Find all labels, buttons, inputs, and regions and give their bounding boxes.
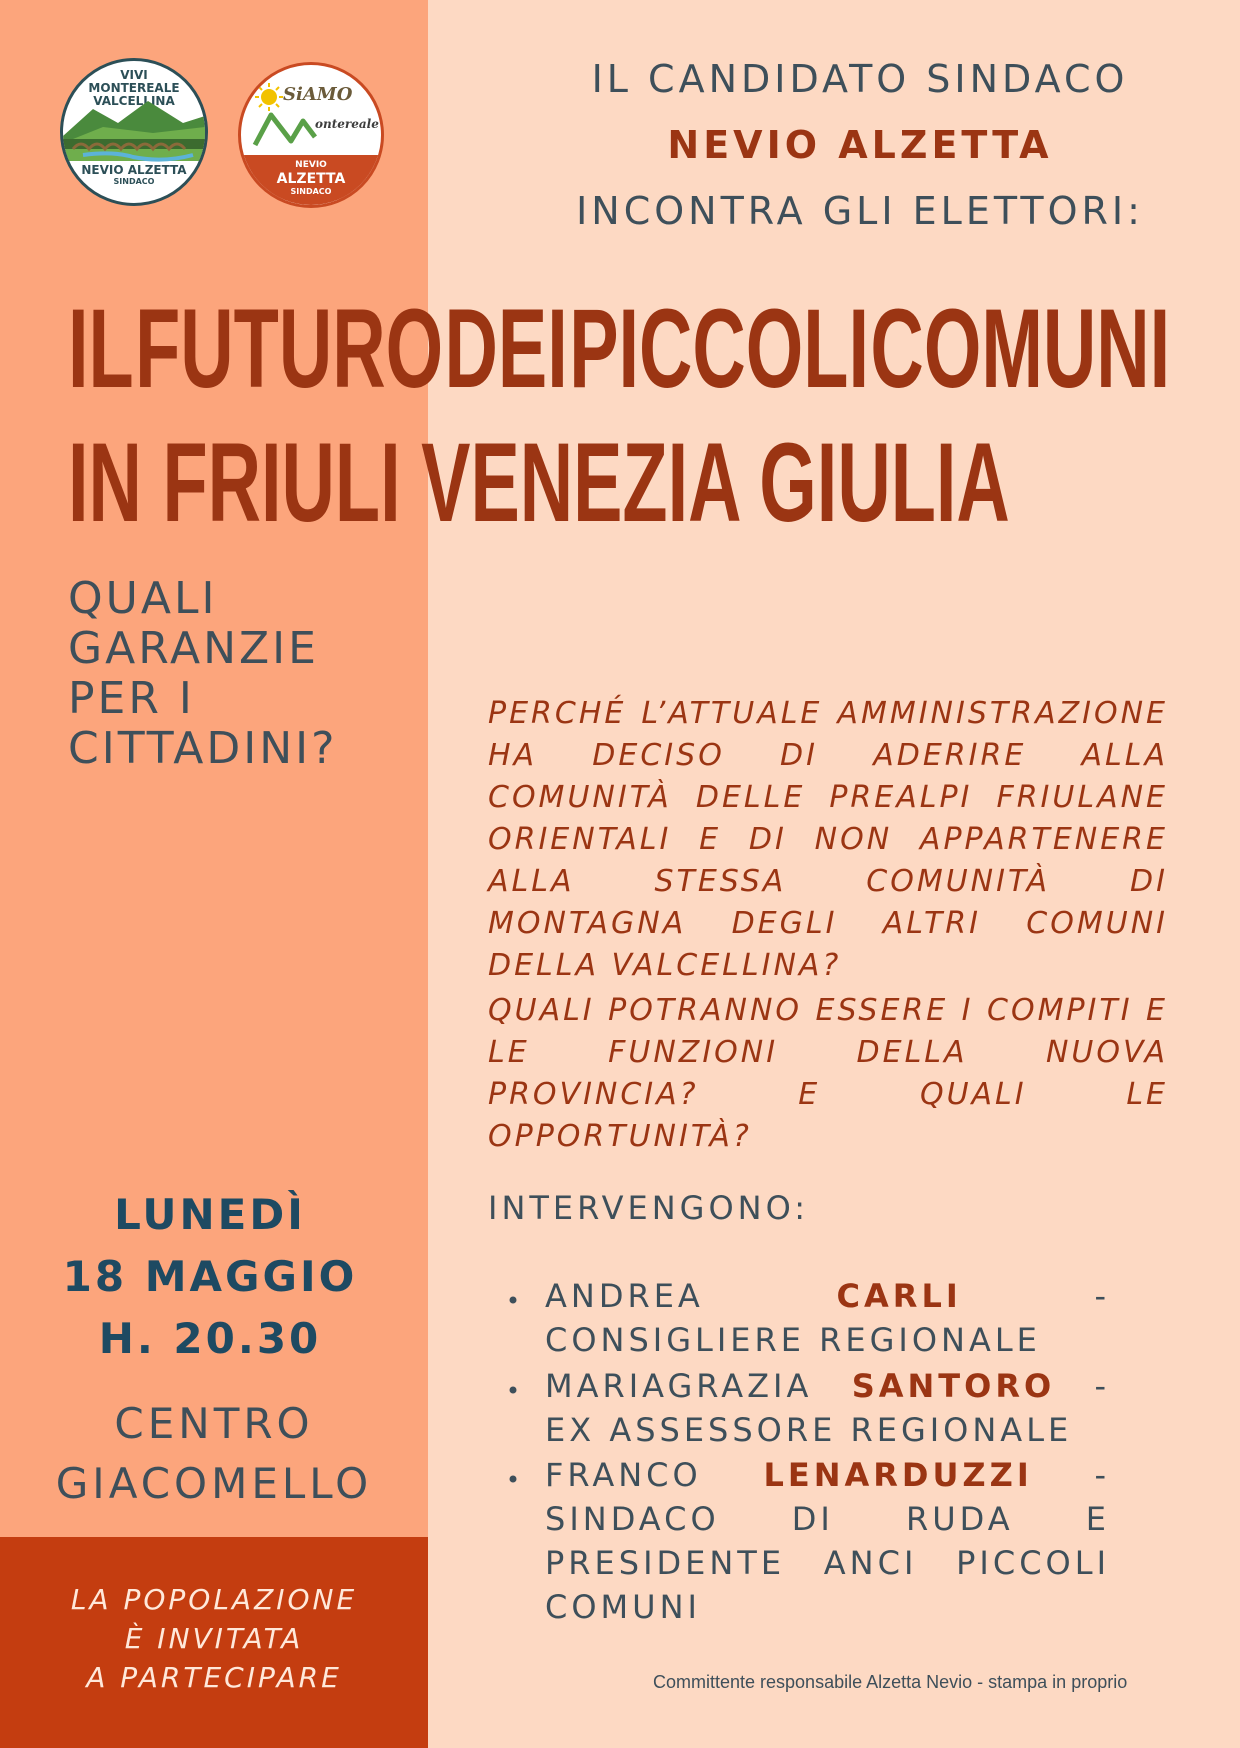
speaker-last-name: SANTORO xyxy=(851,1367,1056,1405)
speaker-item xyxy=(545,1364,1110,1452)
siamo-montereale-logo xyxy=(238,62,384,208)
title-line-1 xyxy=(68,286,1170,412)
committente-credit: Committente responsabile Alzetta Nevio - stampa in proprio xyxy=(653,1672,1128,1692)
vivi-montereale-logo xyxy=(60,58,208,206)
title-word: COMUNI xyxy=(870,286,1171,411)
question-line: QUALI xyxy=(68,573,218,624)
speaker-item xyxy=(545,1274,1110,1362)
logo-candidate-name: NEVIO ALZETTA xyxy=(81,163,187,177)
bullet-icon xyxy=(510,1387,517,1394)
sun-mountain-icon xyxy=(241,65,381,165)
event-day: LUNEDÌ xyxy=(114,1190,306,1239)
logo-town: ontereale xyxy=(315,117,379,131)
body-paragraph-1: PERCHÉ L’ATTUALE AMMINISTRAZIONE HA DECISO DI ADERIRE ALLA COMUNITÀ DELLE PREALPI FRIULANE ORIENTALI E DI NON APPARTENERE ALLA STESSA COMUNITÀ DI MONTAGNA DEGLI ALTRI COMUNI DELLA VALCELLINA? xyxy=(488,696,1168,983)
logo-brand: SiAMO xyxy=(283,84,353,105)
title-word: IL xyxy=(68,286,134,411)
speaker-last-name: CARLI xyxy=(836,1277,962,1315)
logo-top-text: VIVI MONTEREALE VALCELLINA xyxy=(88,68,180,108)
logo-first-name: NEVIO xyxy=(295,160,327,170)
logo-role: SINDACO xyxy=(113,177,155,186)
bullet-icon xyxy=(510,1476,517,1483)
intro-line-1: IL CANDIDATO SINDACO xyxy=(591,57,1129,101)
candidate-name: NEVIO ALZETTA xyxy=(667,123,1053,167)
speaker-first-name: ANDREA xyxy=(545,1277,704,1315)
body-paragraph-2: QUALI POTRANNO ESSERE I COMPITI E LE FUNZIONI DELLA NUOVA PROVINCIA? E QUALI LE OPPORTUNITÀ? xyxy=(488,993,1168,1154)
speaker-first-name: FRANCO xyxy=(545,1456,702,1494)
speaker-role: - EX ASSESSORE REGIONALE xyxy=(545,1367,1111,1449)
speaker-first-name: MARIAGRAZIA xyxy=(545,1367,813,1405)
logo-last-name: ALZETTA xyxy=(276,171,346,187)
event-date: 18 MAGGIO xyxy=(62,1252,358,1301)
speakers-heading: INTERVENGONO: xyxy=(488,1189,809,1227)
invite-line-3: A PARTECIPARE xyxy=(86,1661,342,1694)
question-line: PER I xyxy=(68,673,195,724)
invite-line-2: È INVITATA xyxy=(124,1622,304,1655)
question-line: CITTADINI? xyxy=(68,723,338,774)
speaker-role: - SINDACO DI RUDA E PRESIDENTE ANCI PICCOLI COMUNI xyxy=(545,1456,1111,1626)
venue-line-2: GIACOMELLO xyxy=(55,1459,373,1508)
speaker-last-name: LENARDUZZI xyxy=(763,1456,1033,1494)
bullet-icon xyxy=(510,1297,517,1304)
event-time: H. 20.30 xyxy=(98,1314,322,1363)
title-word: FUTURO xyxy=(135,286,444,411)
venue-line-1: CENTRO xyxy=(114,1399,314,1448)
guarantee-question xyxy=(68,574,408,774)
speaker-role: - CONSIGLIERE REGIONALE xyxy=(545,1277,1111,1359)
title-word: DEI xyxy=(444,286,568,411)
question-line: GARANZIE xyxy=(68,623,319,674)
speaker-item xyxy=(545,1453,1110,1629)
title-line-2: IN FRIULI VENEZIA GIULIA xyxy=(68,420,1010,545)
title-word: PICCOLI xyxy=(569,286,869,411)
invite-line-1: LA POPOLAZIONE xyxy=(70,1583,358,1616)
logo-role: SINDACO xyxy=(290,187,332,196)
intro-line-3: INCONTRA GLI ELETTORI: xyxy=(576,189,1144,233)
